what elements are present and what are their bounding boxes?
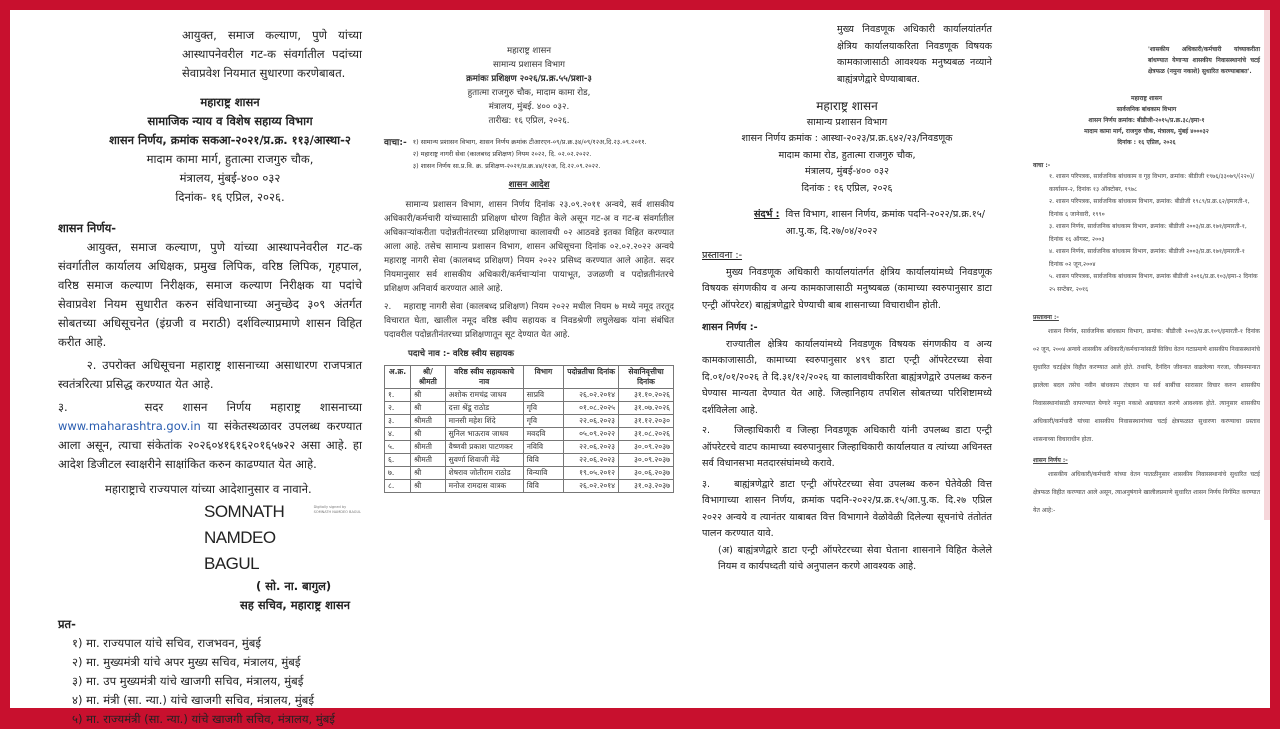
table-cell: २२.०६.२०२३ xyxy=(564,415,619,428)
list-item: ५. शासन परिपत्रक, सार्वजनिक बांधकाम विभाग, क्रमांक बीडीजी २०१६/प्र.क्र.१०३/इमा-२ दिनांक २५ सप्टेंबर, २०१६ xyxy=(1049,273,1258,293)
table-cell: श्री xyxy=(411,480,446,493)
preamble-text: मुख्य निवडणूक अधिकारी कार्यालयांतर्गत क्षेत्रिय कार्यालयांमध्ये निवडणूक विषयक संगणकीय व अन्य कामकाजासाठी मनुष्यबळ (कामाच्या स्वरुपानुसार डाटा एन्ट्री ऑपरेटर) बाह्यंत्रणेद्वारे घेण्याची बाब शासनाच्या विचाराधीन होती. xyxy=(702,266,992,311)
header-line: शासन निर्णय क्रमांक: बीडीजी-२०१५/प्र.क्र.३८/इमा-१ xyxy=(1088,117,1205,124)
preamble-title: प्रस्तावना :- xyxy=(702,250,743,261)
document-collage xyxy=(10,10,1270,726)
table-cell: साप्रवि xyxy=(523,389,563,402)
para-number: २. xyxy=(384,302,392,312)
document-election-data-entry-gr xyxy=(692,10,997,576)
para-number: २. xyxy=(86,358,97,372)
table-cell: १. xyxy=(385,389,411,402)
table-row xyxy=(385,441,674,454)
column-header: वरिष्ठ स्वीय सहायकाचे नाव xyxy=(445,366,523,389)
table-cell: श्री xyxy=(411,402,446,415)
read-section xyxy=(384,136,674,172)
header-line: हुतात्मा राजगुरु चौक, मादाम कामा रोड, xyxy=(467,88,591,98)
subject: मुख्य निवडणूक अधिकारी कार्यालयांतर्गत क्षेत्रिय कार्यालयाकरिता निवडणूक विषयक कामकाजासाठी आवश्यक मनुष्यबळ नव्याने बाह्यंत्रणेद्वारे घेण्याबाबत. xyxy=(837,24,992,85)
document-gad-training-order xyxy=(372,10,682,493)
decision-title: शासन निर्णय :- xyxy=(702,322,758,333)
table-row xyxy=(385,467,674,480)
letterhead xyxy=(702,98,992,197)
decision-title: शासन निर्णय :- xyxy=(1033,457,1068,464)
list-item: ४) मा. मंत्री (सा. न्या.) यांचे खाजगी सचिव, मंत्रालय, मुंबई xyxy=(72,693,314,707)
header-line: सार्वजनिक बांधकाम विभाग xyxy=(1116,106,1177,113)
table-row xyxy=(385,402,674,415)
table-cell: विवि xyxy=(523,454,563,467)
table-cell: २६.०२.२०१४ xyxy=(564,480,619,493)
column-header: श्री/ श्रीमती xyxy=(411,366,446,389)
table-cell: ५. xyxy=(385,441,411,454)
read-label: वाचा:- xyxy=(384,138,407,148)
table-cell: ४. xyxy=(385,428,411,441)
subject: आयुक्त, समाज कल्याण, पुणे यांच्या आस्थापनेवरील गट-क संवर्गातील पदांच्या सेवाप्रवेश नियमात सुधारणा करणेबाबत. xyxy=(182,28,362,80)
document-pwd-housing-gr xyxy=(1007,10,1270,520)
closing-line: महाराष्ट्राचे राज्यपाल यांच्या आदेशानुसार व नावाने. xyxy=(105,482,312,496)
copy-list xyxy=(72,634,362,729)
table-cell: ३१.०८.२०२६ xyxy=(619,428,674,441)
list-item: ४. शासन निर्णय, सार्वजनिक बांधकाम विभाग, क्रमांक: बीडीजी २००३/प्र.क्र.१७१/इमारती-१ दिनांक ०२ जून,२००४ xyxy=(1049,248,1245,268)
table-cell: नविवि xyxy=(523,441,563,454)
header-line: शासन निर्णय, क्रमांक सकआ-२०२१/प्र.क्र. ११३/आस्था-२ xyxy=(109,133,351,147)
letterhead xyxy=(384,44,674,128)
table-cell: श्रीमती xyxy=(411,441,446,454)
column-header: विभाग xyxy=(523,366,563,389)
header-line: मादाम कामा रोड, हुतात्मा राजगुरु चौक, xyxy=(778,149,916,161)
table-cell: गृवि xyxy=(523,402,563,415)
section-title: शासन निर्णय- xyxy=(58,221,117,235)
table-row xyxy=(385,480,674,493)
table-cell: विन्यावि xyxy=(523,467,563,480)
para-text: सदर शासन निर्णय महाराष्ट्र शासनाच्या xyxy=(144,400,362,414)
table-cell: ०१.०८.२०२५ xyxy=(564,402,619,415)
header-line: क्रमांकः प्रशिक्षण २०२६/प्र.क्र.५५/प्रशा-३ xyxy=(466,74,592,84)
table-cell: श्री xyxy=(411,389,446,402)
order-title: शासन आदेश xyxy=(508,180,550,190)
header-line: महाराष्ट्र शासन xyxy=(200,95,260,109)
read-list xyxy=(413,136,647,172)
paragraph-3a: (अ) बाह्यंत्रणेद्वारे डाटा एन्ट्री ऑपरेटरच्या सेवा घेताना शासनाने विहित केलेले नियम व कार्यपध्दती यांचे अनुपालन करणे आवश्यक आहे. xyxy=(718,544,992,572)
paragraph-2 xyxy=(702,423,992,473)
header-line: सामान्य प्रशासन विभाग xyxy=(492,60,566,70)
exempted-officers-table xyxy=(384,365,674,493)
table-cell: श्री xyxy=(411,428,446,441)
digital-signature xyxy=(204,499,362,577)
table-cell: सुवर्णा शिवाजी मेंढे xyxy=(445,454,523,467)
table-cell: ३१.१०.२०२६ xyxy=(619,389,674,402)
table-row xyxy=(385,428,674,441)
list-item: ५) मा. राज्यमंत्री (सा. न्या.) यांचे खाजगी सचिव, मंत्रालय, मुंबई xyxy=(72,712,335,726)
paragraph-1: सामान्य प्रशासन विभाग, शासन निर्णय दिनांक २३.०९.२०११ अन्वये, सर्व शासकीय अधिकारी/कर्मचारी यांच्यासाठी प्रशिक्षण धोरण विहीत केले असून गट-अ व गट-ब संवर्गातील अधिकाऱ्यांकरीता पदोन्नतीनंतरच्या प्रशिक्षणाचा कालावधी ०२ आठवडे इतका विहित करण्यात आला आहे. तसेच सामान्य प्रशासन विभाग, शासन अधिसूचना दिनांक ०२.०२.२०२२ अन्वये महाराष्ट्र नागरी सेवा (कालबध्द प्रशिक्षण) नियम २०२२ प्रसिध्द करण्यात आले आहेत. सदर नियमानुसार सर्व शासकीय अधिकारी/कर्मचाऱ्यांना पायाभूत, उजळणी व पदोन्नतीनंतरचे प्रशिक्षण अनिवार्य करण्यात आले आहे. xyxy=(384,200,674,294)
table-cell: ३०.०९.२०३७ xyxy=(619,441,674,454)
paragraph-1: राज्यातील क्षेत्रिय कार्यालयांमध्ये निवडणूक विषयक संगणकीय व अन्य कामकाजासाठी, कामाच्या स्वरुपानुसार ४९९ डाटा एन्ट्री ऑपरेटरच्या सेवा दि.०१/०१/२०२६ ते दि.३१/१२/२०२६ या कालावधीकरिता बाह्यंत्रणेद्वारे उपलब्ध करुन घेण्यास मान्यता देण्यात येत आहे. जिल्हानिहाय तपशिल सोबतच्या परिशिष्टामध्ये दर्शविलेला आहे. xyxy=(702,338,992,416)
list-item: ३. शासन निर्णय, सार्वजनिक बांधकाम विभाग, क्रमांक: बीडीजी २००३/प्र.क्र.१७१/इमारती-१, दिनांक १६ ऑगस्ट, २००३ xyxy=(1049,223,1247,243)
table-cell: ७. xyxy=(385,467,411,480)
table-cell: ३०.०६.२०३७ xyxy=(619,467,674,480)
preamble-text: शासन निर्णय, सार्वजनिक बांधकाम विभाग, क्रमांक: बीडीजी २००३/प्र.क्र.१०९/इमारती-१ दिनांक ०२ जून, २००४ अन्वये शासकीय अधिकारी/कर्मचाऱ्यांसाठी विविध वेतन गटाप्रमाणे शासकीय निवासस्थानांचे सुधारित चटईक्षेत्र विहीत करण्यात आले होते. तथापि, दैनंदिन जीवनात वाढलेल्या गरजा, जीवनमानात झालेला बदल तसेच नवीन बांधकाम तंत्रज्ञान या सर्व बाबींचा सारासार विचार करुन शासकीय निवासस्थानांसाठी वापरण्यात येणारे नमुना नकाशे अद्ययावत करणे आवश्यक होते. त्यानुसार शासकीय अधिकारी/कर्मचारी यांच्या शासकीय निवासस्थानांच्या चटई क्षेत्रफळात सुधारणा करण्याचा प्रस्ताव शासनाच्या विचाराधीन होता. xyxy=(1033,328,1260,443)
table-cell: अशोक रामचंद्र जाधव xyxy=(445,389,523,402)
reference-text: वित्त विभाग, शासन निर्णय, क्रमांक पदनि-२०२२/प्र.क्र.१५/आ.पु.क, दि.२७/०४/२०२२ xyxy=(785,209,985,237)
header-line: महाराष्ट्र शासन xyxy=(1131,95,1162,102)
para-text: महाराष्ट्र नागरी सेवा (कालबध्द प्रशिक्षण) नियम २०२२ मधील नियम ७ मध्ये नमूद तरतूद विचारात घेता, खालील नमूद वरिष्ठ स्वीय सहायक व निवडश्रेणी लघुलेखक यांना संबंधित पदावरील पदोन्नतीनंतरच्या प्रशिक्षणातून सूट देण्यात येत आहे. xyxy=(384,302,674,340)
para-text: या संकेतस्थळावर उपलब्ध करण्यात आला असून, त्याचा संकेतांक २०२६०४१६१६२०१६५७२२ असा आहे. हा आदेश डिजीटल स्वाक्षरीने साक्षांकित करुन काढण्यात येत आहे. xyxy=(58,419,363,471)
table-cell: ३१.०७.२०२६ xyxy=(619,402,674,415)
post-label: पदाचे नाव :- वरिष्ठ स्वीय सहायक xyxy=(408,349,514,359)
signature-meta: Digitally signed by SOMNATH NAMDEO BAGUL xyxy=(313,505,362,514)
table-header-row xyxy=(385,366,674,389)
list-item: १. शासन परिपत्रक, सार्वजनिक बांधकाम व गृह विभाग, क्रमांक: बीडीजी १९७६/३३०७९/(२२०)/ कार्यासन-२, दिनांक १३ ऑक्टोबर, १९७८ xyxy=(1049,173,1255,193)
para-text: बाह्यंत्रणेद्वारे डाटा एन्ट्री ऑपरेटरच्या सेवा उपलब्ध करुन घेतेवेळी वित्त विभागाच्या शासन निर्णय, क्रमांक पदनि-२०२२/प्र.क्र.१५/आ.पु.क. दि.२७ एप्रिल २०२२ अन्वये व त्यानंतर याबाबत वित्त विभागाने वेळोवेळी दिलेल्या सूचनांचे तंतोतंत पालन करण्यात यावे. xyxy=(702,478,992,539)
table-cell: श्रीमती xyxy=(411,415,446,428)
para-number: ३. xyxy=(702,478,711,490)
header-line: महाराष्ट्र शासन xyxy=(506,46,552,56)
signature-name: NAMDEO BAGUL xyxy=(204,528,276,573)
table-cell: गृवि xyxy=(523,415,563,428)
document-social-justice-gr xyxy=(30,10,362,729)
table-cell: सुनिल भाऊराव जाधव xyxy=(445,428,523,441)
list-item: १) मा. राज्यपाल यांचे सचिव, राजभवन, मुंबई xyxy=(72,636,262,650)
table-cell: ३१.१२.२०३० xyxy=(619,415,674,428)
paragraph-2 xyxy=(58,356,362,394)
list-item: ३) शासन निर्णय सा.प्र.वि. क्र. प्रशिक्षण-२०२१/प्र.क्र.४४/१२अ, दि.२२.०९.२०२२. xyxy=(412,162,601,170)
paragraph-1: आयुक्त, समाज कल्याण, पुणे यांच्या आस्थापनेवरील गट-क संवर्गातील कार्यालय अधिक्षक, प्रमुख लिपिक, वरिष्ठ लिपिक, गृहपाल, वरिष्ठ समाज कल्याण निरीक्षक, समाज कल्याण निरीक्षक या पदांचे सेवाप्रवेश नियम सुधारीत करुन संविधानाच्या अनुच्छेद ३०९ अंतर्गत सोबतच्या अधिसूचनेत (इंग्रजी व मराठी) दर्शविल्याप्रमाणे शासन विहित करीत आहे. xyxy=(58,240,362,349)
table-cell: २२.०६.२०२३ xyxy=(564,454,619,467)
list-item: २) मा. मुख्यमंत्री यांचे अपर मुख्य सचिव, मंत्रालय, मुंबई xyxy=(72,655,301,669)
table-cell: ८. xyxy=(385,480,411,493)
para-number: २. xyxy=(702,425,711,436)
header-line: मंत्रालय, मुंबई-४०० ०३२ xyxy=(804,166,890,177)
paragraph-3 xyxy=(58,398,362,474)
table-cell: मवदवि xyxy=(523,428,563,441)
table-row xyxy=(385,454,674,467)
header-line: महाराष्ट्र शासन xyxy=(816,99,878,113)
table-cell: २२.०६.२०२३ xyxy=(564,441,619,454)
read-label: वाचा :- xyxy=(1033,162,1051,169)
table-cell: ३. xyxy=(385,415,411,428)
header-line: दिनांक- १६ एप्रिल, २०२६. xyxy=(175,190,285,204)
table-cell: मानसी महेश शिंदे xyxy=(445,415,523,428)
paragraph-2 xyxy=(384,300,674,342)
reference-section xyxy=(754,207,992,240)
column-header: अ.क्र. xyxy=(385,366,411,389)
signatory-short-name: ( सो. ना. बागुल) xyxy=(256,579,332,593)
header-line: सामान्य प्रशासन विभाग xyxy=(806,116,888,128)
table-cell: विवि xyxy=(523,480,563,493)
list-item: २. शासन परिपत्रक, सार्वजनिक बांधकाम विभाग, क्रमांक: बीडीजी १९८९/प्र.क्र.६२/इमारती-१, दिनांक ६ जानेवारी, १९९० xyxy=(1049,198,1250,218)
table-cell: श्रीमती xyxy=(411,454,446,467)
header-line: तारीख: १६ एप्रिल, २०२६. xyxy=(488,116,570,126)
table-cell: शेषराव जोतीराम राठोड xyxy=(445,467,523,480)
para-text: उपरोक्त अधिसूचना महाराष्ट्र शासनाच्या असाधारण राजपत्रात स्वतंत्ररित्या प्रसिद्ध करण्यात येत आहे. xyxy=(58,358,362,391)
copy-title: प्रत- xyxy=(58,617,76,631)
table-row xyxy=(385,415,674,428)
letterhead xyxy=(98,93,362,207)
table-cell: ०५.०९.२०२२ xyxy=(564,428,619,441)
para-number: ३. xyxy=(58,400,68,414)
letterhead xyxy=(1033,93,1260,148)
header-line: मंत्रालय, मुंबई. ४०० ०३२. xyxy=(488,102,570,112)
header-line: दिनांक : १६ एप्रिल, २०२६ xyxy=(1117,139,1176,146)
preamble-title: प्रस्तावना :- xyxy=(1033,314,1059,321)
decision-text: शासकीय अधिकारी/कर्मचारी यांच्या वेतन पातळीनुसार शासकीय निवासस्थानांचे सुधारित चटई क्षेत्रफळ विहीत करण्यात आले असून, त्याअनुषंगाने खालीलप्रमाणे सुधारित शासन निर्णय निर्गमित करण्यात येत आहे:- xyxy=(1033,471,1260,514)
read-list xyxy=(1049,171,1260,296)
list-item: ३) मा. उप मुख्यमंत्री यांचे खाजगी सचिव, मंत्रालय, मुंबई xyxy=(72,674,304,688)
subject: 'शासकीय अधिकारी/कर्मचारी यांच्याकरीता बांधण्यात येणाऱ्या शासकीय निवासस्थानांचे चटई क्षेत्रफळ (नमुना नकाशे) सुधारित करण्याबाबत'. xyxy=(1148,46,1260,75)
list-item: १) सामान्य प्रशासन विभाग, शासन निर्णय क्रमांक टीआरएन-०९/प्र.क्र.३४/०९/१२अ,दि.२३.०९.२०११. xyxy=(412,138,647,146)
table-cell: १९.०५.२०१२ xyxy=(564,467,619,480)
header-line: मादाम कामा मार्ग, राजगुरु चौक, मंत्रालय, मुंबई ४०००३२ xyxy=(1084,128,1209,135)
header-line: सामाजिक न्याय व विशेष सहाय्य विभाग xyxy=(147,114,313,128)
table-cell: श्री xyxy=(411,467,446,480)
column-header: सेवानिवृत्तीचा दिनांक xyxy=(619,366,674,389)
reference-label: संदर्भ : xyxy=(754,209,780,220)
header-line: मादाम कामा मार्ग, हुतात्मा राजगुरु चौक, xyxy=(146,152,314,166)
column-header: पदोन्नतीचा दिनांक xyxy=(564,366,619,389)
table-cell: दत्ता श्रेंडू राठोड xyxy=(445,402,523,415)
header-line: मंत्रालय, मुंबई-४०० ०३२ xyxy=(179,171,281,185)
table-cell: २. xyxy=(385,402,411,415)
website-link[interactable]: www.maharashtra.gov.in xyxy=(58,419,201,433)
paragraph-3 xyxy=(702,477,992,543)
table-cell: ३१.०३.२०३७ xyxy=(619,480,674,493)
header-line: दिनांक : १६ एप्रिल, २०२६ xyxy=(801,182,893,194)
signatory-title: सह सचिव, महाराष्ट्र शासन xyxy=(240,598,351,612)
table-cell: ३०.०९.२०३७ xyxy=(619,454,674,467)
table-cell: मनोज रामदास वात्रक xyxy=(445,480,523,493)
list-item: २) महाराष्ट्र नागरी सेवा (कालबध्द प्रशिक्षण) नियम २०२२, दि. ०२.०२.२०२२. xyxy=(412,150,592,158)
table-row xyxy=(385,389,674,402)
table-cell: २६.०२.२०१४ xyxy=(564,389,619,402)
table-cell: वैष्णवी प्रकाश पाटणकर xyxy=(445,441,523,454)
header-line: शासन निर्णय क्रमांक : आस्था-२०२३/प्र.क्र.६४२/२३/निवडणूक xyxy=(741,133,953,144)
signature-name: SOMNATH xyxy=(204,502,285,521)
table-cell: ६. xyxy=(385,454,411,467)
para-text: जिल्हाधिकारी व जिल्हा निवडणूक अधिकारी यांनी उपलब्ध डाटा एन्ट्री ऑपरेटरचे वाटप कामाच्या स्वरुपानुसार जिल्हाधिकारी कार्यालयात व त्यांच्या अधिनस्त सर्व विधानसभा मतदारसंघांमध्ये करावे. xyxy=(702,425,992,469)
